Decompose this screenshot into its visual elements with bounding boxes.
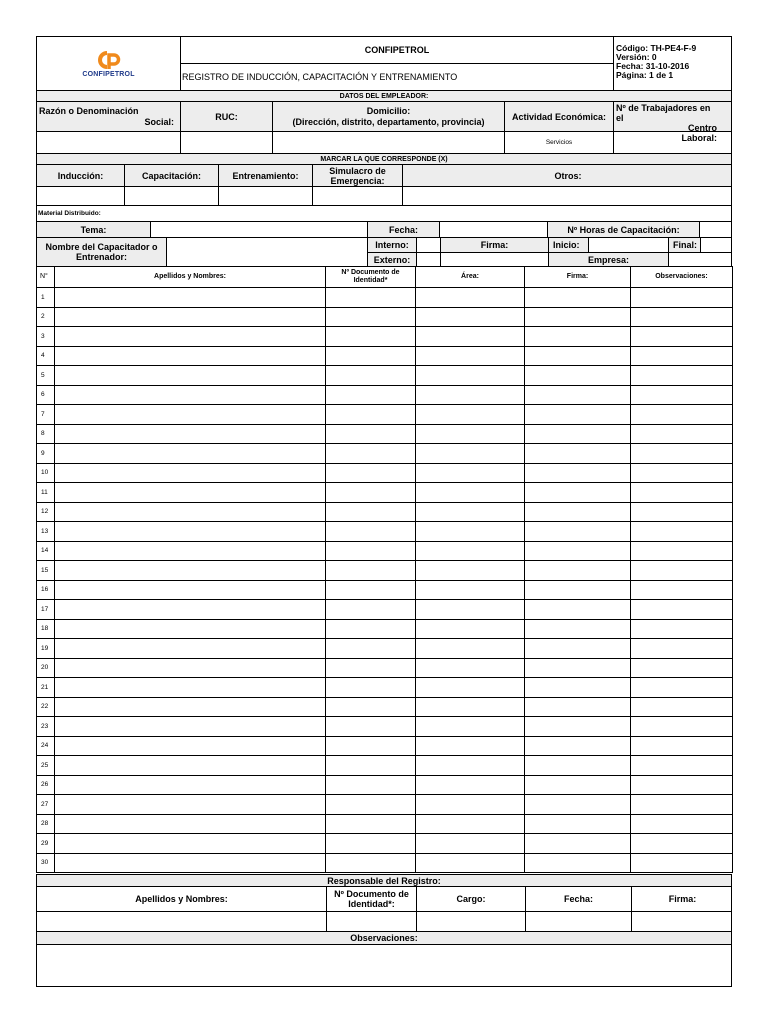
- table-row: [37, 424, 733, 444]
- table-row: [37, 580, 733, 600]
- table-row: [37, 717, 733, 737]
- row-number: 16: [37, 580, 55, 600]
- attendee-document-cell[interactable]: [326, 483, 416, 503]
- attendee-name-cell[interactable]: [55, 444, 326, 464]
- attendee-document-cell[interactable]: [326, 502, 416, 522]
- attendee-observations-cell[interactable]: [631, 697, 733, 717]
- responsable-firma-label: Firma:: [631, 887, 733, 911]
- confipetrol-logo-icon: [96, 50, 122, 70]
- attendee-observations-cell[interactable]: [631, 405, 733, 425]
- attendee-signature-cell[interactable]: [525, 795, 631, 815]
- attendee-name-cell[interactable]: [55, 736, 326, 756]
- attendee-name-cell[interactable]: [55, 346, 326, 366]
- attendee-document-cell[interactable]: [326, 795, 416, 815]
- attendee-observations-cell[interactable]: [631, 814, 733, 834]
- mark-section-title: MARCAR LA QUE CORRESPONDE (X): [36, 153, 732, 165]
- attendee-document-cell[interactable]: [326, 619, 416, 639]
- attendee-signature-cell[interactable]: [525, 736, 631, 756]
- attendee-observations-cell[interactable]: [631, 541, 733, 561]
- row-number: 19: [37, 639, 55, 659]
- attendee-document-cell[interactable]: [326, 658, 416, 678]
- attendee-area-cell[interactable]: [416, 756, 525, 776]
- attendee-area-cell[interactable]: [416, 346, 525, 366]
- attendee-document-cell[interactable]: [326, 444, 416, 464]
- otros-label: Otros:: [402, 165, 733, 186]
- attendee-signature-cell[interactable]: [525, 697, 631, 717]
- row-number: 8: [37, 424, 55, 444]
- table-row: [37, 483, 733, 503]
- attendee-area-cell[interactable]: [416, 541, 525, 561]
- row-number: 6: [37, 385, 55, 405]
- attendee-area-cell[interactable]: [416, 366, 525, 386]
- row-number: 17: [37, 600, 55, 620]
- attendee-name-cell[interactable]: [55, 385, 326, 405]
- attendee-document-cell[interactable]: [326, 463, 416, 483]
- attendee-observations-cell[interactable]: [631, 775, 733, 795]
- attendee-observations-cell[interactable]: [631, 619, 733, 639]
- attendee-document-cell[interactable]: [326, 385, 416, 405]
- table-row: [37, 658, 733, 678]
- attendee-signature-cell[interactable]: [525, 619, 631, 639]
- attendee-name-cell[interactable]: [55, 366, 326, 386]
- row-number: 18: [37, 619, 55, 639]
- attendee-area-cell[interactable]: [416, 775, 525, 795]
- attendee-document-cell[interactable]: [326, 327, 416, 347]
- attendee-area-cell[interactable]: [416, 522, 525, 542]
- attendee-name-cell[interactable]: [55, 756, 326, 776]
- table-row: [37, 288, 733, 308]
- attendee-document-cell[interactable]: [326, 600, 416, 620]
- row-number: 15: [37, 561, 55, 581]
- attendee-area-cell[interactable]: [416, 561, 525, 581]
- row-number: 23: [37, 717, 55, 737]
- col-observaciones: Observaciones:: [631, 267, 733, 288]
- attendee-observations-cell[interactable]: [631, 639, 733, 659]
- attendee-document-cell[interactable]: [326, 541, 416, 561]
- entrenamiento-checkbox[interactable]: [218, 187, 312, 205]
- row-number: 14: [37, 541, 55, 561]
- attendee-name-cell[interactable]: [55, 483, 326, 503]
- responsable-cargo-field[interactable]: [416, 912, 525, 931]
- attendee-observations-cell[interactable]: [631, 307, 733, 327]
- firma-label: Firma:: [440, 238, 548, 252]
- attendee-signature-cell[interactable]: [525, 424, 631, 444]
- responsable-cargo-label: Cargo:: [416, 887, 525, 911]
- row-number: 24: [37, 736, 55, 756]
- row-number: 5: [37, 366, 55, 386]
- row-number: 21: [37, 678, 55, 698]
- fecha-label: Fecha:: [367, 222, 439, 237]
- externo-checkbox[interactable]: [416, 253, 440, 266]
- document-page: Página: 1 de 1: [616, 70, 674, 80]
- form-header: [36, 36, 732, 91]
- attendee-document-cell[interactable]: [326, 424, 416, 444]
- attendee-document-cell[interactable]: [326, 405, 416, 425]
- attendee-observations-cell[interactable]: [631, 502, 733, 522]
- attendee-document-cell[interactable]: [326, 717, 416, 737]
- induccion-label: Inducción:: [57, 170, 104, 181]
- observaciones-label: Observaciones:: [36, 931, 732, 945]
- attendee-document-cell[interactable]: [326, 736, 416, 756]
- capacitador-details: [367, 238, 731, 266]
- row-number: 13: [37, 522, 55, 542]
- attendee-document-cell[interactable]: [326, 366, 416, 386]
- attendee-observations-cell[interactable]: [631, 600, 733, 620]
- attendee-name-cell[interactable]: [55, 307, 326, 327]
- attendee-area-cell[interactable]: [416, 658, 525, 678]
- attendee-signature-cell[interactable]: [525, 834, 631, 854]
- attendee-area-cell[interactable]: [416, 463, 525, 483]
- domicilio-field[interactable]: [272, 132, 504, 153]
- row-number: 1: [37, 288, 55, 308]
- table-row: [37, 853, 733, 873]
- tema-field[interactable]: [150, 222, 367, 237]
- attendee-signature-cell[interactable]: [525, 366, 631, 386]
- capacitador-field[interactable]: [166, 238, 367, 266]
- responsable-firma-field[interactable]: [631, 912, 733, 931]
- attendee-name-cell[interactable]: [55, 795, 326, 815]
- inicio-label: Inicio:: [548, 238, 588, 252]
- table-row: [37, 834, 733, 854]
- attendee-name-cell[interactable]: [55, 561, 326, 581]
- attendee-signature-cell[interactable]: [525, 327, 631, 347]
- table-row: [37, 600, 733, 620]
- attendee-document-cell[interactable]: [326, 346, 416, 366]
- row-number: 29: [37, 834, 55, 854]
- attendee-name-cell[interactable]: [55, 541, 326, 561]
- razon-social-field[interactable]: [37, 132, 180, 153]
- attendee-signature-cell[interactable]: [525, 405, 631, 425]
- attendee-name-cell[interactable]: [55, 639, 326, 659]
- document-control-box: [613, 37, 733, 90]
- attendee-observations-cell[interactable]: [631, 658, 733, 678]
- attendee-signature-cell[interactable]: [525, 463, 631, 483]
- responsable-header-row: [36, 886, 732, 912]
- attendee-observations-cell[interactable]: [631, 463, 733, 483]
- document-code: Código: TH-PE4-F-9: [616, 43, 697, 53]
- table-row: [37, 346, 733, 366]
- simulacro-label: Simulacro de Emergencia:: [312, 165, 402, 186]
- attendees-header-row: [37, 267, 733, 288]
- attendee-document-cell[interactable]: [326, 639, 416, 659]
- attendee-signature-cell[interactable]: [525, 814, 631, 834]
- interno-checkbox[interactable]: [416, 238, 440, 252]
- attendee-observations-cell[interactable]: [631, 424, 733, 444]
- row-number: 12: [37, 502, 55, 522]
- domicilio-label: Domicilio: (Dirección, distrito, departamento, provincia): [272, 102, 504, 131]
- col-apellidos-nombres: Apellidos y Nombres:: [55, 267, 326, 288]
- attendee-observations-cell[interactable]: [631, 834, 733, 854]
- attendee-name-cell[interactable]: [55, 834, 326, 854]
- attendee-area-cell[interactable]: [416, 424, 525, 444]
- attendee-signature-cell[interactable]: [525, 580, 631, 600]
- razon-social-label: Razón o Denominación Social:: [39, 106, 174, 127]
- observaciones-field[interactable]: [36, 944, 732, 987]
- attendee-name-cell[interactable]: [55, 658, 326, 678]
- attendee-area-cell[interactable]: [416, 717, 525, 737]
- company-name: CONFIPETROL: [364, 45, 430, 55]
- responsable-doc-label: Nº Documento de Identidad*:: [326, 887, 416, 911]
- table-row: [37, 522, 733, 542]
- attendee-name-cell[interactable]: [55, 814, 326, 834]
- attendee-name-cell[interactable]: [55, 697, 326, 717]
- attendee-area-cell[interactable]: [416, 600, 525, 620]
- attendee-observations-cell[interactable]: [631, 561, 733, 581]
- table-row: [37, 814, 733, 834]
- attendee-name-cell[interactable]: [55, 580, 326, 600]
- attendee-document-cell[interactable]: [326, 775, 416, 795]
- attendee-observations-cell[interactable]: [631, 853, 733, 873]
- attendee-signature-cell[interactable]: [525, 717, 631, 737]
- company-logo: [37, 37, 180, 90]
- attendee-document-cell[interactable]: [326, 756, 416, 776]
- capacitador-label: Nombre del Capacitador o Entrenador:: [37, 238, 166, 266]
- empresa-field[interactable]: [668, 253, 731, 266]
- attendee-signature-cell[interactable]: [525, 756, 631, 776]
- table-row: [37, 463, 733, 483]
- attendee-area-cell[interactable]: [416, 736, 525, 756]
- attendee-observations-cell[interactable]: [631, 327, 733, 347]
- attendee-signature-cell[interactable]: [525, 853, 631, 873]
- document-date: Fecha: 31-10-2016: [616, 61, 690, 71]
- attendee-area-cell[interactable]: [416, 834, 525, 854]
- col-number: N°: [37, 267, 55, 288]
- attendee-signature-cell[interactable]: [525, 444, 631, 464]
- logo-text: CONFIPETROL: [82, 70, 135, 78]
- row-number: 20: [37, 658, 55, 678]
- externo-label: Externo:: [368, 253, 416, 266]
- externo-row: [368, 252, 731, 266]
- responsable-name-field[interactable]: [37, 912, 326, 931]
- col-area: Área:: [416, 267, 525, 288]
- row-number: 4: [37, 346, 55, 366]
- table-row: [37, 366, 733, 386]
- form-page: [36, 36, 732, 987]
- attendee-area-cell[interactable]: [416, 444, 525, 464]
- attendee-area-cell[interactable]: [416, 678, 525, 698]
- responsable-values-row: [36, 911, 732, 932]
- inicio-field[interactable]: [588, 238, 668, 252]
- attendee-signature-cell[interactable]: [525, 658, 631, 678]
- form-title: REGISTRO DE INDUCCIÓN, CAPACITACIÓN Y ENTRENAMIENTO: [181, 63, 613, 90]
- responsable-fecha-label: Fecha:: [525, 887, 631, 911]
- row-number: 27: [37, 795, 55, 815]
- attendee-signature-cell[interactable]: [525, 483, 631, 503]
- attendee-observations-cell[interactable]: [631, 756, 733, 776]
- attendee-document-cell[interactable]: [326, 288, 416, 308]
- attendee-name-cell[interactable]: [55, 619, 326, 639]
- responsable-doc-field[interactable]: [326, 912, 416, 931]
- row-number: 3: [37, 327, 55, 347]
- firma-field[interactable]: [440, 253, 548, 266]
- attendee-area-cell[interactable]: [416, 619, 525, 639]
- row-number: 2: [37, 307, 55, 327]
- responsable-fecha-field[interactable]: [525, 912, 631, 931]
- row-number: 9: [37, 444, 55, 464]
- fecha-field[interactable]: [439, 222, 547, 237]
- interno-row: [368, 238, 731, 252]
- table-row: [37, 307, 733, 327]
- attendee-name-cell[interactable]: [55, 775, 326, 795]
- attendee-area-cell[interactable]: [416, 814, 525, 834]
- row-number: 26: [37, 775, 55, 795]
- attendee-name-cell[interactable]: [55, 405, 326, 425]
- attendee-name-cell[interactable]: [55, 600, 326, 620]
- material-distribuido-label: Material Distribuido:: [38, 210, 101, 217]
- attendee-document-cell[interactable]: [326, 834, 416, 854]
- trabajadores-field[interactable]: [613, 132, 733, 153]
- responsable-section-title: Responsable del Registro:: [36, 874, 732, 887]
- attendee-observations-cell[interactable]: [631, 366, 733, 386]
- row-number: 22: [37, 697, 55, 717]
- employer-section-title: DATOS DEL EMPLEADOR:: [36, 90, 732, 102]
- table-row: [37, 619, 733, 639]
- capacitacion-label: Capacitación:: [124, 165, 218, 186]
- attendee-signature-cell[interactable]: [525, 678, 631, 698]
- attendee-signature-cell[interactable]: [525, 775, 631, 795]
- attendee-signature-cell[interactable]: [525, 346, 631, 366]
- attendee-name-cell[interactable]: [55, 463, 326, 483]
- attendee-observations-cell[interactable]: [631, 717, 733, 737]
- attendees-table: [36, 266, 733, 873]
- attendee-area-cell[interactable]: [416, 288, 525, 308]
- attendee-area-cell[interactable]: [416, 502, 525, 522]
- table-row: [37, 327, 733, 347]
- attendee-name-cell[interactable]: [55, 522, 326, 542]
- horas-capacitacion-field[interactable]: [699, 222, 733, 237]
- otros-field[interactable]: [402, 187, 733, 205]
- attendee-area-cell[interactable]: [416, 580, 525, 600]
- attendee-observations-cell[interactable]: [631, 795, 733, 815]
- simulacro-checkbox[interactable]: [312, 187, 402, 205]
- table-row: [37, 385, 733, 405]
- training-row-1: [36, 221, 732, 238]
- row-number: 10: [37, 463, 55, 483]
- header-title-area: [180, 37, 613, 90]
- final-label: Final:: [668, 238, 700, 252]
- ruc-label: RUC:: [180, 102, 272, 131]
- table-row: [37, 756, 733, 776]
- attendee-observations-cell[interactable]: [631, 385, 733, 405]
- attendee-observations-cell[interactable]: [631, 346, 733, 366]
- col-firma: Firma:: [525, 267, 631, 288]
- attendee-document-cell[interactable]: [326, 580, 416, 600]
- attendee-area-cell[interactable]: [416, 483, 525, 503]
- horas-capacitacion-label: Nº Horas de Capacitación:: [547, 222, 699, 237]
- row-number: 11: [37, 483, 55, 503]
- employer-values-row: [36, 131, 732, 154]
- attendee-observations-cell[interactable]: [631, 444, 733, 464]
- empresa-label: Empresa:: [548, 253, 668, 266]
- table-row: [37, 639, 733, 659]
- entrenamiento-label: Entrenamiento:: [218, 165, 312, 186]
- mark-header-row: [36, 164, 732, 187]
- final-field[interactable]: [700, 238, 731, 252]
- table-row: [37, 697, 733, 717]
- table-row: [37, 405, 733, 425]
- actividad-economica-field[interactable]: Servicios: [504, 132, 613, 153]
- attendee-name-cell[interactable]: [55, 288, 326, 308]
- table-row: [37, 775, 733, 795]
- attendee-area-cell[interactable]: [416, 697, 525, 717]
- attendee-observations-cell[interactable]: [631, 522, 733, 542]
- table-row: [37, 502, 733, 522]
- attendee-name-cell[interactable]: [55, 502, 326, 522]
- mark-values-row: [36, 186, 732, 206]
- attendee-signature-cell[interactable]: [525, 522, 631, 542]
- attendee-signature-cell[interactable]: [525, 561, 631, 581]
- attendee-signature-cell[interactable]: [525, 502, 631, 522]
- attendee-document-cell[interactable]: [326, 814, 416, 834]
- attendee-signature-cell[interactable]: [525, 541, 631, 561]
- row-number: 28: [37, 814, 55, 834]
- responsable-name-label: Apellidos y Nombres:: [135, 894, 228, 904]
- attendee-document-cell[interactable]: [326, 307, 416, 327]
- attendee-area-cell[interactable]: [416, 327, 525, 347]
- attendee-observations-cell[interactable]: [631, 580, 733, 600]
- attendee-document-cell[interactable]: [326, 522, 416, 542]
- attendee-observations-cell[interactable]: [631, 736, 733, 756]
- attendee-area-cell[interactable]: [416, 795, 525, 815]
- attendee-area-cell[interactable]: [416, 385, 525, 405]
- attendee-name-cell[interactable]: [55, 717, 326, 737]
- attendee-observations-cell[interactable]: [631, 483, 733, 503]
- attendee-signature-cell[interactable]: [525, 639, 631, 659]
- interno-label: Interno:: [368, 238, 416, 252]
- induccion-checkbox[interactable]: [37, 187, 124, 205]
- attendee-name-cell[interactable]: [55, 327, 326, 347]
- attendee-document-cell[interactable]: [326, 561, 416, 581]
- attendee-document-cell[interactable]: [326, 853, 416, 873]
- attendee-signature-cell[interactable]: [525, 385, 631, 405]
- attendee-document-cell[interactable]: [326, 678, 416, 698]
- table-row: [37, 541, 733, 561]
- col-documento: Nº Documento de Identidad*: [326, 267, 416, 288]
- attendee-area-cell[interactable]: [416, 405, 525, 425]
- actividad-economica-label: Actividad Económica:: [504, 102, 613, 131]
- attendee-signature-cell[interactable]: [525, 288, 631, 308]
- ruc-field[interactable]: [180, 132, 272, 153]
- attendee-signature-cell[interactable]: [525, 307, 631, 327]
- capacitacion-checkbox[interactable]: [124, 187, 218, 205]
- training-row-2: [36, 237, 732, 267]
- attendee-name-cell[interactable]: [55, 853, 326, 873]
- attendee-document-cell[interactable]: [326, 697, 416, 717]
- attendee-name-cell[interactable]: [55, 424, 326, 444]
- table-row: [37, 736, 733, 756]
- attendee-area-cell[interactable]: [416, 853, 525, 873]
- tema-label: Tema:: [37, 222, 150, 237]
- row-number: 7: [37, 405, 55, 425]
- material-distribuido[interactable]: [36, 205, 732, 222]
- attendee-signature-cell[interactable]: [525, 600, 631, 620]
- document-version: Versión: 0: [616, 52, 657, 62]
- row-number: 25: [37, 756, 55, 776]
- attendee-observations-cell[interactable]: [631, 678, 733, 698]
- table-row: [37, 795, 733, 815]
- attendee-observations-cell[interactable]: [631, 288, 733, 308]
- table-row: [37, 678, 733, 698]
- table-row: [37, 444, 733, 464]
- attendee-area-cell[interactable]: [416, 307, 525, 327]
- table-row: [37, 561, 733, 581]
- attendee-name-cell[interactable]: [55, 678, 326, 698]
- row-number: 30: [37, 853, 55, 873]
- trabajadores-label: Nº de Trabajadores en el Centro Laboral:: [613, 102, 733, 131]
- attendee-area-cell[interactable]: [416, 639, 525, 659]
